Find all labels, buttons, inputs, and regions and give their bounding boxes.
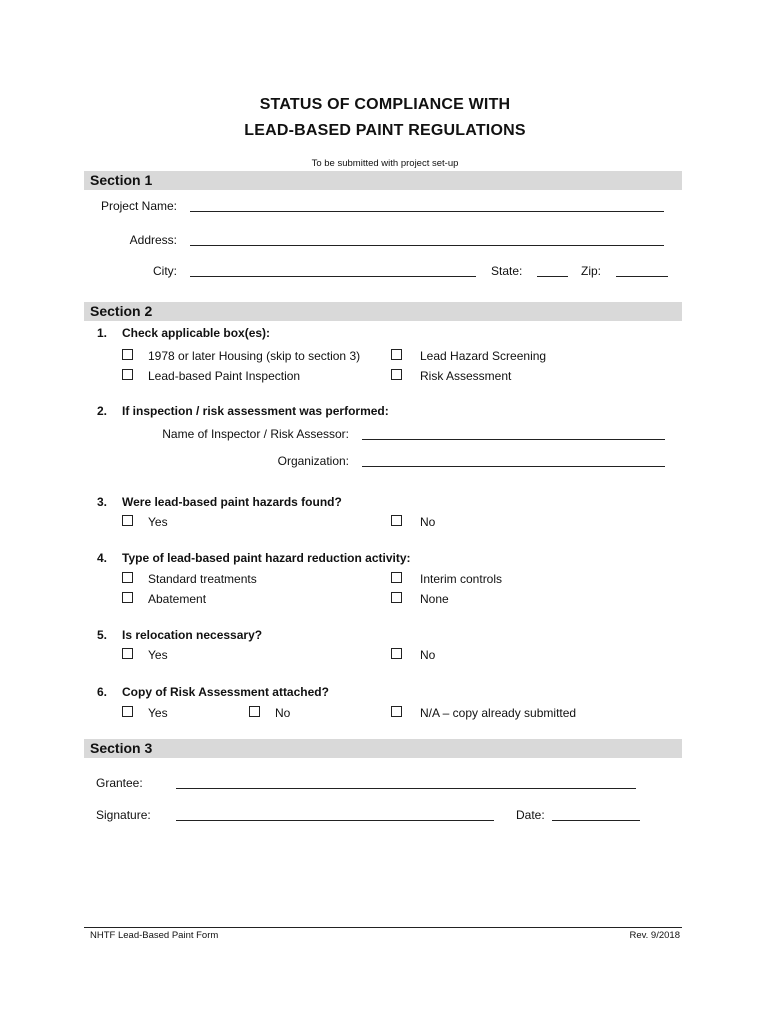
checkbox-risk-copy-no[interactable] bbox=[249, 706, 260, 717]
option-hazards-yes: Yes bbox=[148, 515, 168, 529]
section-2-header bbox=[84, 302, 682, 321]
grantee-label: Grantee: bbox=[96, 776, 143, 790]
option-lead-hazard-screening: Lead Hazard Screening bbox=[420, 349, 547, 363]
form-subtitle: To be submitted with project set-up bbox=[311, 158, 459, 169]
checkbox-standard-treatments[interactable] bbox=[122, 572, 133, 583]
question-6-number: 6. bbox=[97, 685, 108, 699]
section-3-header bbox=[84, 739, 682, 758]
option-risk-copy-yes: Yes bbox=[148, 706, 168, 720]
checkbox-lead-hazard-screening[interactable] bbox=[391, 349, 402, 360]
project-name-label: Project Name: bbox=[100, 199, 177, 213]
address-field[interactable] bbox=[190, 245, 664, 246]
checkbox-hazards-yes[interactable] bbox=[122, 515, 133, 526]
form-title-line-1: STATUS OF COMPLIANCE WITH bbox=[259, 96, 511, 113]
footer-form-name: NHTF Lead-Based Paint Form bbox=[90, 930, 219, 941]
inspector-name-field[interactable] bbox=[362, 439, 665, 440]
checkbox-1978-housing[interactable] bbox=[122, 349, 133, 360]
option-interim-controls: Interim controls bbox=[420, 572, 503, 586]
city-field[interactable] bbox=[190, 276, 476, 277]
footer-rule bbox=[84, 927, 682, 928]
option-none: None bbox=[420, 592, 449, 606]
section-2-heading: Section 2 bbox=[90, 303, 153, 319]
organization-field[interactable] bbox=[362, 466, 665, 467]
checkbox-relocation-no[interactable] bbox=[391, 648, 402, 659]
form-title-line-2: LEAD-BASED PAINT REGULATIONS bbox=[244, 122, 526, 139]
option-hazards-no: No bbox=[420, 515, 436, 529]
option-risk-assessment: Risk Assessment bbox=[420, 369, 512, 383]
checkbox-lbp-inspection[interactable] bbox=[122, 369, 133, 380]
option-risk-copy-na: N/A – copy already submitted bbox=[420, 706, 577, 720]
option-standard-treatments: Standard treatments bbox=[148, 572, 257, 586]
question-5-number: 5. bbox=[97, 628, 108, 642]
checkbox-none[interactable] bbox=[391, 592, 402, 603]
checkbox-risk-assessment[interactable] bbox=[391, 369, 402, 380]
grantee-field[interactable] bbox=[176, 788, 636, 789]
question-1-number: 1. bbox=[97, 326, 108, 340]
state-field[interactable] bbox=[537, 276, 568, 277]
signature-label: Signature: bbox=[96, 808, 151, 822]
option-relocation-yes: Yes bbox=[148, 648, 168, 662]
question-4-text: Type of lead-based paint hazard reduction activity: bbox=[122, 551, 411, 565]
checkbox-abatement[interactable] bbox=[122, 592, 133, 603]
footer-revision: Rev. 9/2018 bbox=[629, 930, 680, 941]
zip-label: Zip: bbox=[581, 264, 602, 278]
date-label: Date: bbox=[516, 808, 545, 822]
address-label: Address: bbox=[129, 233, 177, 247]
question-2-text: If inspection / risk assessment was performed: bbox=[122, 404, 389, 418]
option-lbp-inspection: Lead-based Paint Inspection bbox=[148, 369, 301, 383]
question-6-text: Copy of Risk Assessment attached? bbox=[122, 685, 329, 699]
date-field[interactable] bbox=[552, 820, 640, 821]
option-abatement: Abatement bbox=[148, 592, 207, 606]
section-3-heading: Section 3 bbox=[90, 740, 153, 756]
option-1978-housing: 1978 or later Housing (skip to section 3) bbox=[148, 349, 361, 363]
checkbox-risk-copy-na[interactable] bbox=[391, 706, 402, 717]
option-relocation-no: No bbox=[420, 648, 436, 662]
state-label: State: bbox=[491, 264, 523, 278]
question-5-text: Is relocation necessary? bbox=[122, 628, 263, 642]
option-risk-copy-no: No bbox=[275, 706, 291, 720]
question-3-text: Were lead-based paint hazards found? bbox=[122, 495, 342, 509]
city-label: City: bbox=[153, 264, 177, 278]
checkbox-hazards-no[interactable] bbox=[391, 515, 402, 526]
inspector-name-label: Name of Inspector / Risk Assessor: bbox=[162, 427, 349, 441]
question-3-number: 3. bbox=[97, 495, 108, 509]
project-name-field[interactable] bbox=[190, 211, 664, 212]
question-2-number: 2. bbox=[97, 404, 108, 418]
question-1-text: Check applicable box(es): bbox=[122, 326, 271, 340]
zip-field[interactable] bbox=[616, 276, 668, 277]
checkbox-interim-controls[interactable] bbox=[391, 572, 402, 583]
section-1-heading: Section 1 bbox=[90, 172, 153, 188]
checkbox-relocation-yes[interactable] bbox=[122, 648, 133, 659]
signature-field[interactable] bbox=[176, 820, 494, 821]
organization-label: Organization: bbox=[277, 454, 349, 468]
checkbox-risk-copy-yes[interactable] bbox=[122, 706, 133, 717]
question-4-number: 4. bbox=[97, 551, 108, 565]
section-1-header bbox=[84, 171, 682, 190]
